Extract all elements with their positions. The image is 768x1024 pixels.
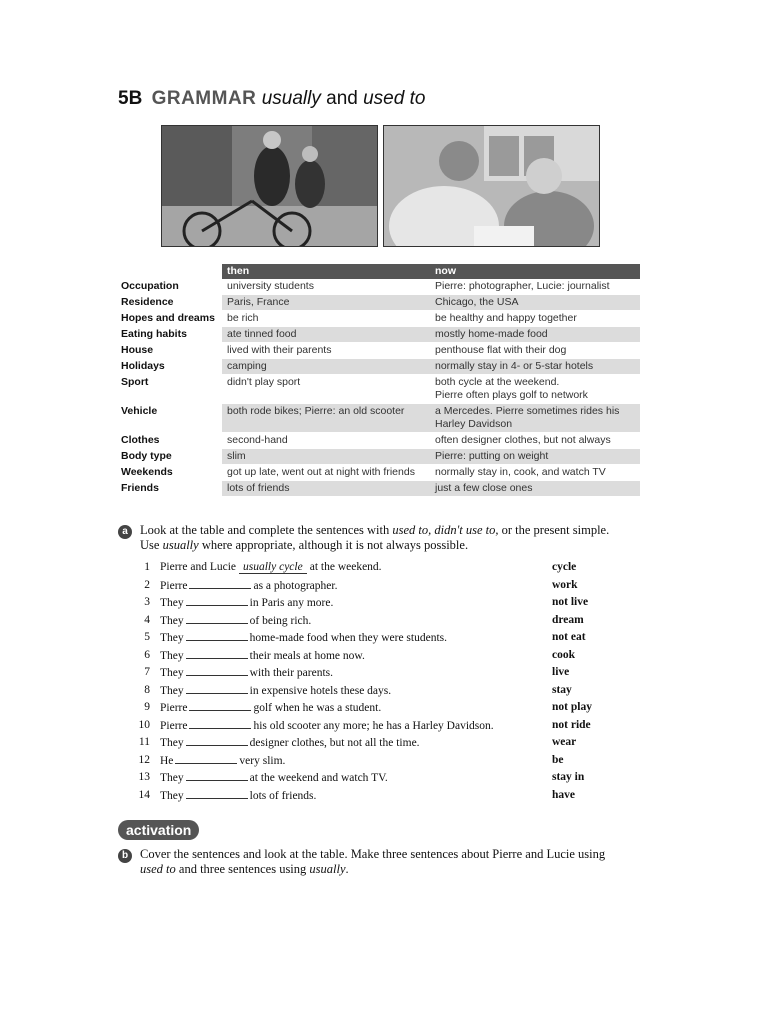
item-sentence: They home-made food when they were students. — [160, 632, 447, 644]
exercise-item — [130, 754, 630, 772]
then-cell: ate tinned food — [222, 327, 430, 342]
page-title — [118, 88, 425, 110]
comparison-table — [118, 264, 640, 497]
then-cell: got up late, went out at night with friends — [227, 466, 415, 478]
exercise-item — [130, 789, 630, 807]
answer-blank[interactable] — [186, 789, 248, 799]
item-number: 10 — [138, 718, 150, 731]
answer-blank[interactable] — [189, 579, 251, 589]
exercise-item — [130, 631, 630, 649]
row-label: House — [121, 344, 154, 356]
table-header — [118, 264, 640, 279]
photo-now-couple — [383, 125, 600, 247]
exercise-item — [130, 666, 630, 684]
then-cell: lived with their parents — [227, 344, 332, 356]
table-row — [118, 449, 640, 465]
header-then: then — [222, 264, 430, 279]
item-verb: cook — [552, 648, 575, 661]
exercise-item — [130, 614, 630, 632]
title-used-to: used to — [363, 88, 426, 109]
table-row — [118, 404, 640, 433]
now-cell: mostly home-made food — [430, 327, 640, 342]
item-verb: work — [552, 578, 578, 591]
now-cell: often designer clothes, but not always — [435, 434, 611, 446]
then-cell: both rode bikes; Pierre: an old scooter — [222, 404, 430, 432]
row-label: Weekends — [121, 466, 173, 478]
item-number: 6 — [144, 648, 150, 661]
row-label: Hopes and dreams — [121, 312, 215, 324]
row-label: Vehicle — [121, 405, 158, 417]
table-row — [118, 311, 640, 327]
table-row — [118, 359, 640, 375]
now-cell: Chicago, the USA — [430, 295, 640, 310]
item-number: 4 — [144, 613, 150, 626]
item-sentence: They with their parents. — [160, 667, 333, 679]
row-label: Holidays — [121, 360, 165, 372]
example-answer: usually cycle — [239, 561, 307, 574]
item-sentence: They in expensive hotels these days. — [160, 684, 392, 697]
then-cell: university students — [227, 280, 314, 292]
item-number: 8 — [144, 683, 150, 696]
item-sentence: Pierre as a photographer. — [160, 579, 338, 592]
item-verb: not eat — [552, 631, 586, 643]
then-cell: lots of friends — [222, 481, 430, 496]
answer-blank[interactable] — [186, 631, 248, 641]
table-row — [118, 295, 640, 311]
item-verb: not live — [552, 596, 589, 608]
now-cell: penthouse flat with their dog — [435, 344, 567, 356]
item-verb: stay — [552, 683, 572, 696]
answer-blank[interactable] — [186, 666, 248, 676]
answer-blank[interactable] — [189, 719, 251, 729]
item-number: 3 — [144, 596, 150, 608]
now-cell: a Mercedes. Pierre sometimes rides his Harley Davidson — [430, 404, 640, 432]
answer-blank[interactable] — [175, 754, 237, 764]
item-sentence: They in Paris any more. — [160, 597, 334, 609]
table-row — [118, 375, 640, 404]
row-label: Sport — [121, 376, 149, 388]
then-cell: Paris, France — [222, 295, 430, 310]
item-sentence: Pierre and Lucie usually cycle at the weekend. — [160, 561, 382, 573]
item-sentence: Pierre his old scooter any more; he has a Harley Davidson. — [160, 719, 494, 732]
photo-then-cycling — [161, 125, 378, 247]
item-number: 1 — [144, 561, 150, 573]
item-number: 5 — [144, 631, 150, 643]
now-cell: normally stay in 4- or 5-star hotels — [430, 359, 640, 374]
exercise-item — [130, 596, 630, 614]
row-label: Residence — [121, 296, 174, 308]
then-cell: camping — [222, 359, 430, 374]
item-sentence: They designer clothes, but not all the time. — [160, 737, 420, 749]
item-sentence: Pierre golf when he was a student. — [160, 702, 382, 714]
table-row — [118, 327, 640, 343]
item-number: 2 — [144, 578, 150, 591]
then-cell: slim — [222, 449, 430, 464]
item-number: 9 — [144, 701, 150, 713]
item-sentence: He very slim. — [160, 754, 286, 767]
row-label: Occupation — [121, 280, 179, 292]
item-sentence: They at the weekend and watch TV. — [160, 772, 388, 784]
answer-blank[interactable] — [186, 684, 248, 694]
answer-blank[interactable] — [189, 701, 251, 711]
now-cell: both cycle at the weekend. Pierre often plays golf to network — [435, 376, 588, 401]
exercise-item — [130, 684, 630, 702]
title-and: and — [326, 88, 358, 109]
exercise-item — [130, 579, 630, 597]
exercise-item — [130, 649, 630, 667]
answer-blank[interactable] — [186, 771, 248, 781]
answer-blank[interactable] — [186, 614, 248, 624]
item-number: 14 — [138, 788, 150, 801]
row-label: Body type — [121, 450, 172, 462]
item-number: 12 — [138, 753, 150, 766]
exercise-item — [130, 719, 630, 737]
exercise-item — [130, 701, 630, 719]
now-cell: Pierre: photographer, Lucie: journalist — [435, 280, 610, 292]
exercise-a-instructions: Look at the table and complete the sentences with used to, didn't use to, or the present simple. Use usually where appropriate, although it is not always possible. — [140, 523, 610, 552]
now-cell: be healthy and happy together — [435, 312, 577, 324]
now-cell: just a few close ones — [430, 481, 640, 496]
then-cell: be rich — [227, 312, 259, 324]
item-verb: not ride — [552, 718, 591, 731]
item-verb: live — [552, 666, 570, 678]
table-row — [118, 481, 640, 497]
item-verb: stay in — [552, 771, 585, 783]
table-row — [118, 465, 640, 481]
item-number: 7 — [144, 666, 150, 678]
row-label: Clothes — [121, 434, 160, 446]
exercise-item — [130, 561, 630, 579]
item-sentence: They of being rich. — [160, 614, 312, 627]
answer-blank[interactable] — [186, 596, 248, 606]
exercise-b-instructions: Cover the sentences and look at the table. Make three sentences about Pierre and Lucie using used to and three sentences using usually. — [140, 847, 606, 876]
exercise-list — [130, 561, 630, 806]
exercise-a-badge: a — [118, 525, 132, 539]
item-number: 13 — [138, 771, 150, 783]
exercise-item — [130, 736, 630, 754]
exercise-item — [130, 771, 630, 789]
table-row — [118, 433, 640, 449]
item-verb: not play — [552, 701, 592, 713]
item-number: 11 — [138, 736, 150, 748]
row-label: Eating habits — [121, 328, 187, 340]
table-row — [118, 279, 640, 295]
table-row — [118, 343, 640, 359]
item-verb: be — [552, 753, 564, 766]
now-cell: normally stay in, cook, and watch TV — [435, 466, 606, 478]
answer-blank[interactable] — [186, 649, 248, 659]
now-cell: Pierre: putting on weight — [430, 449, 640, 464]
item-verb: dream — [552, 613, 584, 626]
title-usually: usually — [261, 88, 321, 109]
answer-blank[interactable] — [186, 736, 248, 746]
grammar-label: GRAMMAR — [151, 88, 257, 109]
item-sentence: They lots of friends. — [160, 789, 317, 802]
activation-label: activation — [118, 820, 199, 840]
then-cell: didn't play sport — [227, 376, 301, 388]
unit-code: 5B — [118, 88, 143, 109]
then-cell: second-hand — [227, 434, 288, 446]
item-verb: cycle — [552, 561, 577, 573]
exercise-b-badge: b — [118, 849, 132, 863]
item-verb: wear — [552, 736, 577, 748]
item-sentence: They their meals at home now. — [160, 649, 365, 662]
row-label: Friends — [121, 482, 159, 494]
header-now: now — [430, 264, 640, 279]
item-verb: have — [552, 788, 575, 801]
